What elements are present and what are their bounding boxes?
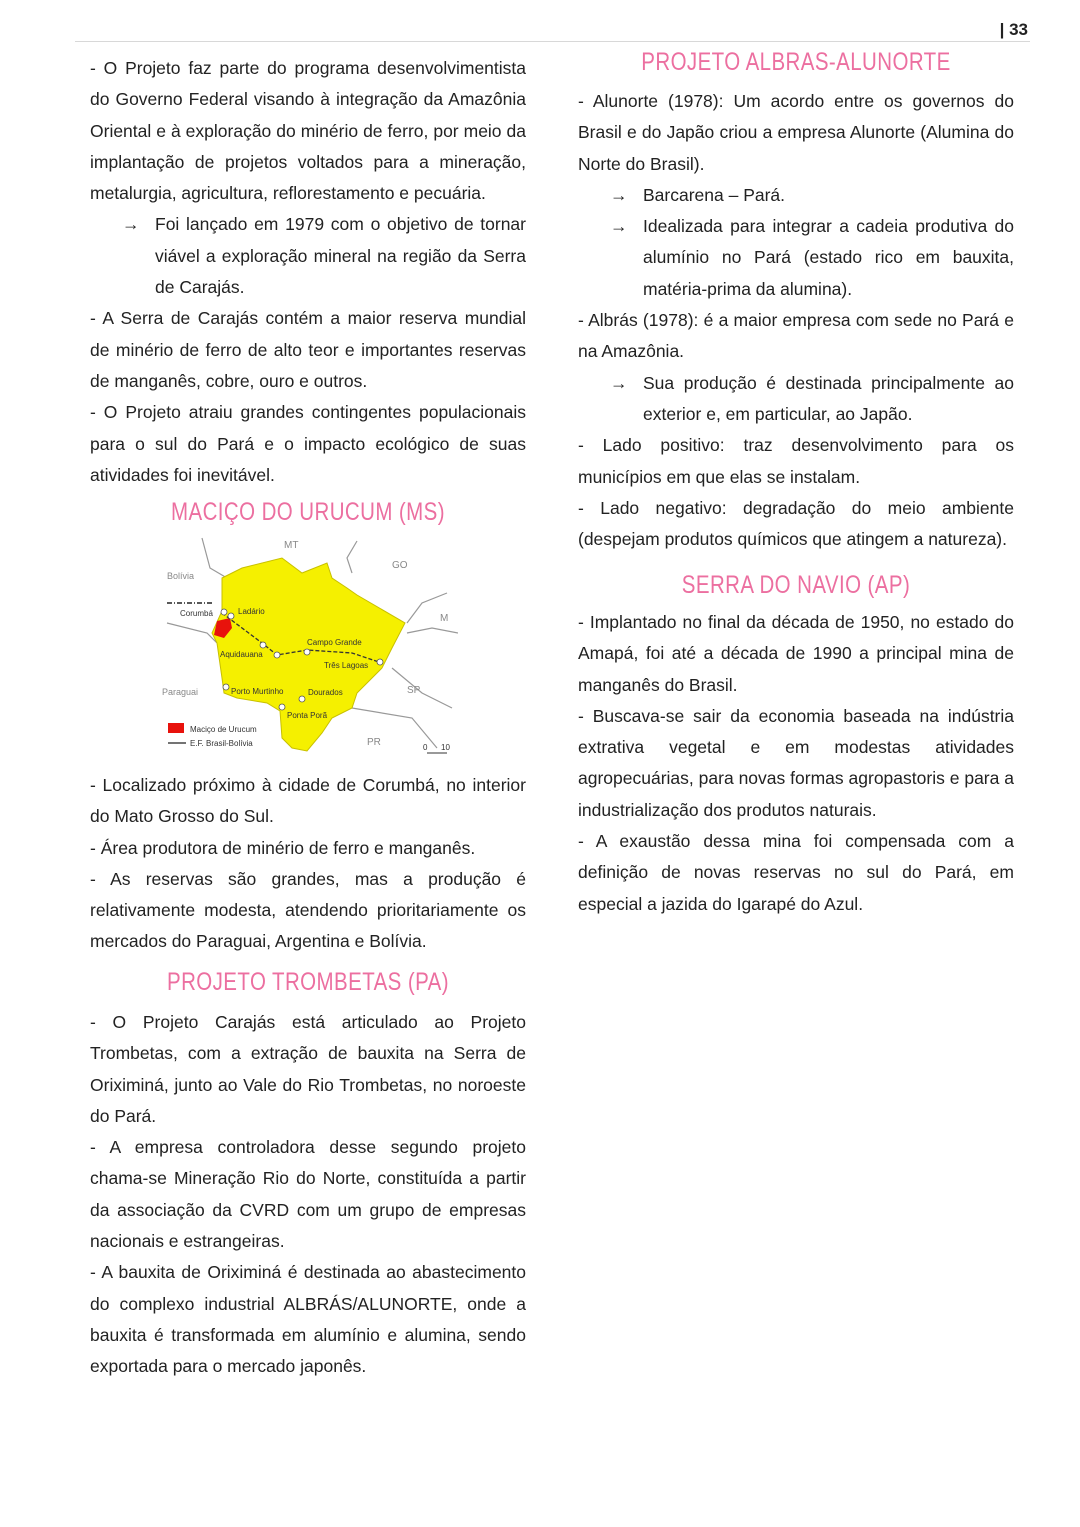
trombetas-section bbox=[90, 1007, 526, 1383]
label-dourados: Dourados bbox=[308, 688, 343, 697]
paragraph: - Área produtora de minério de ferro e manganês. bbox=[90, 837, 476, 858]
trombetas-heading: PROJETO TROMBETAS (PA) bbox=[166, 968, 450, 996]
arrow-item: → Idealizada para integrar a cadeia produtiva do alumínio no Pará (estado rico em bauxita, matéria-prima da alumina). bbox=[578, 211, 1014, 305]
label-ponta-pora: Ponta Porã bbox=[287, 711, 328, 720]
legend-massif-swatch bbox=[168, 723, 184, 733]
paragraph: - Lado negativo: degradação do meio ambiente (despejam produtos químicos que atingem a natureza). bbox=[578, 497, 1014, 550]
paragraph: - A Serra de Carajás contém a maior reserva mundial de minério de ferro de alto teor e importantes reservas de manganês, cobre, ouro e outros. bbox=[90, 308, 526, 391]
albras-heading: PROJETO ALBRAS-ALUNORTE bbox=[641, 48, 951, 76]
scale-0: 0 bbox=[423, 743, 428, 752]
paragraph: - Implantado no final da década de 1950, no estado do Amapá, foi até a década de 1990 a principal mina de manganês do Brasil. bbox=[578, 612, 1014, 695]
navio-heading: SERRA DO NAVIO (AP) bbox=[681, 571, 911, 599]
label-m: M bbox=[440, 613, 449, 624]
label-sp: SP bbox=[407, 685, 421, 696]
urucum-map bbox=[162, 533, 458, 759]
paragraph: - As reservas são grandes, mas a produção é relativamente modesta, atendendo prioritariamente os mercados do Paraguai, Argentina e Bolívia. bbox=[90, 868, 526, 952]
label-paraguai: Paraguai bbox=[162, 687, 199, 697]
paragraph: - Lado positivo: traz desenvolvimento para os municípios em que elas se instalam. bbox=[578, 435, 1014, 487]
legend-massif: Maciço de Urucum bbox=[190, 725, 257, 734]
paragraph: - O Projeto atraiu grandes contingentes populacionais para o sul do Pará e o impacto ecológico de suas atividades foi inevitável. bbox=[90, 402, 526, 485]
paragraph: - Localizado próximo à cidade de Corumbá, no interior do Mato Grosso do Sul. bbox=[90, 775, 526, 827]
arrow-item: → Sua produção é destinada principalmente ao exterior e, em particular, ao Japão. bbox=[578, 368, 1014, 431]
label-go: GO bbox=[392, 560, 408, 571]
albras-section bbox=[578, 86, 1014, 555]
scale-10: 10 bbox=[441, 743, 450, 752]
paragraph: - A empresa controladora desse segundo projeto chama-se Mineração Rio do Norte, constituída a partir da associação da CVRD com um grupo de empresas nacionais e estrangeiras. bbox=[90, 1137, 526, 1252]
page-number: | 33 bbox=[999, 20, 1028, 39]
paragraph: - Albrás (1978): é a maior empresa com sede no Pará e na Amazônia. bbox=[578, 310, 1014, 362]
header-divider bbox=[75, 41, 1030, 42]
label-porto-murtinho: Porto Murtinho bbox=[231, 687, 284, 696]
arrow-item: → Barcarena – Pará. bbox=[578, 180, 1014, 211]
label-pr: PR bbox=[367, 737, 381, 748]
label-bolivia: Bolívia bbox=[167, 571, 195, 581]
label-corumba: Corumbá bbox=[180, 609, 213, 618]
paragraph: - Buscava-se sair da economia baseada na indústria extrativa vegetal e em modestas atividades agropecuárias, para novas formas agropastoris e para a industrialização dos produtos naturais. bbox=[578, 705, 1014, 820]
label-campo-grande: Campo Grande bbox=[307, 638, 362, 647]
paragraph: - A exaustão dessa mina foi compensada com a definição de novas reservas no sul do Pará, em especial a jazida do Igarapé do Azul. bbox=[578, 831, 1014, 914]
border-line bbox=[202, 538, 227, 578]
label-mt: MT bbox=[284, 540, 299, 551]
urucum-heading: MACIÇO DO URUCUM (MS) bbox=[171, 498, 445, 526]
carajas-section bbox=[90, 53, 526, 491]
legend-railway: E.F. Brasil-Bolívia bbox=[190, 739, 253, 748]
label-aquidauana: Aquidauana bbox=[220, 650, 263, 659]
paragraph: - A bauxita de Oriximiná é destinada ao abastecimento do complexo industrial ALBRÁS/ALUNORTE, onde a bauxita é transformada em alumínio e alumina, sendo exportada para o mercado japonês. bbox=[90, 1262, 526, 1377]
urucum-section bbox=[90, 770, 526, 958]
label-tres-lagoas: Três Lagoas bbox=[324, 661, 369, 670]
paragraph: - O Projeto faz parte do programa desenvolvimentista do Governo Federal visando à integração da Amazônia Oriental e à exploração do minério de ferro, por meio da implantação de projetos voltados para a mineração, metalurgia, agricultura, reflorestamento e pecuária. bbox=[90, 58, 526, 204]
arrow-item: → Foi lançado em 1979 com o objetivo de tornar viável a exploração mineral na região da Serra de Carajás. bbox=[90, 209, 526, 303]
paragraph: - O Projeto Carajás está articulado ao Projeto Trombetas, com a extração de bauxita na Serra de Oriximiná, junto ao Vale do Rio Trombetas, no noroeste do Pará. bbox=[90, 1012, 526, 1126]
navio-section bbox=[578, 607, 1014, 920]
paragraph: - Alunorte (1978): Um acordo entre os governos do Brasil e do Japão criou a empresa Alunorte (Alumina do Norte do Brasil). bbox=[578, 91, 1014, 174]
label-ladario: Ladário bbox=[238, 607, 265, 616]
